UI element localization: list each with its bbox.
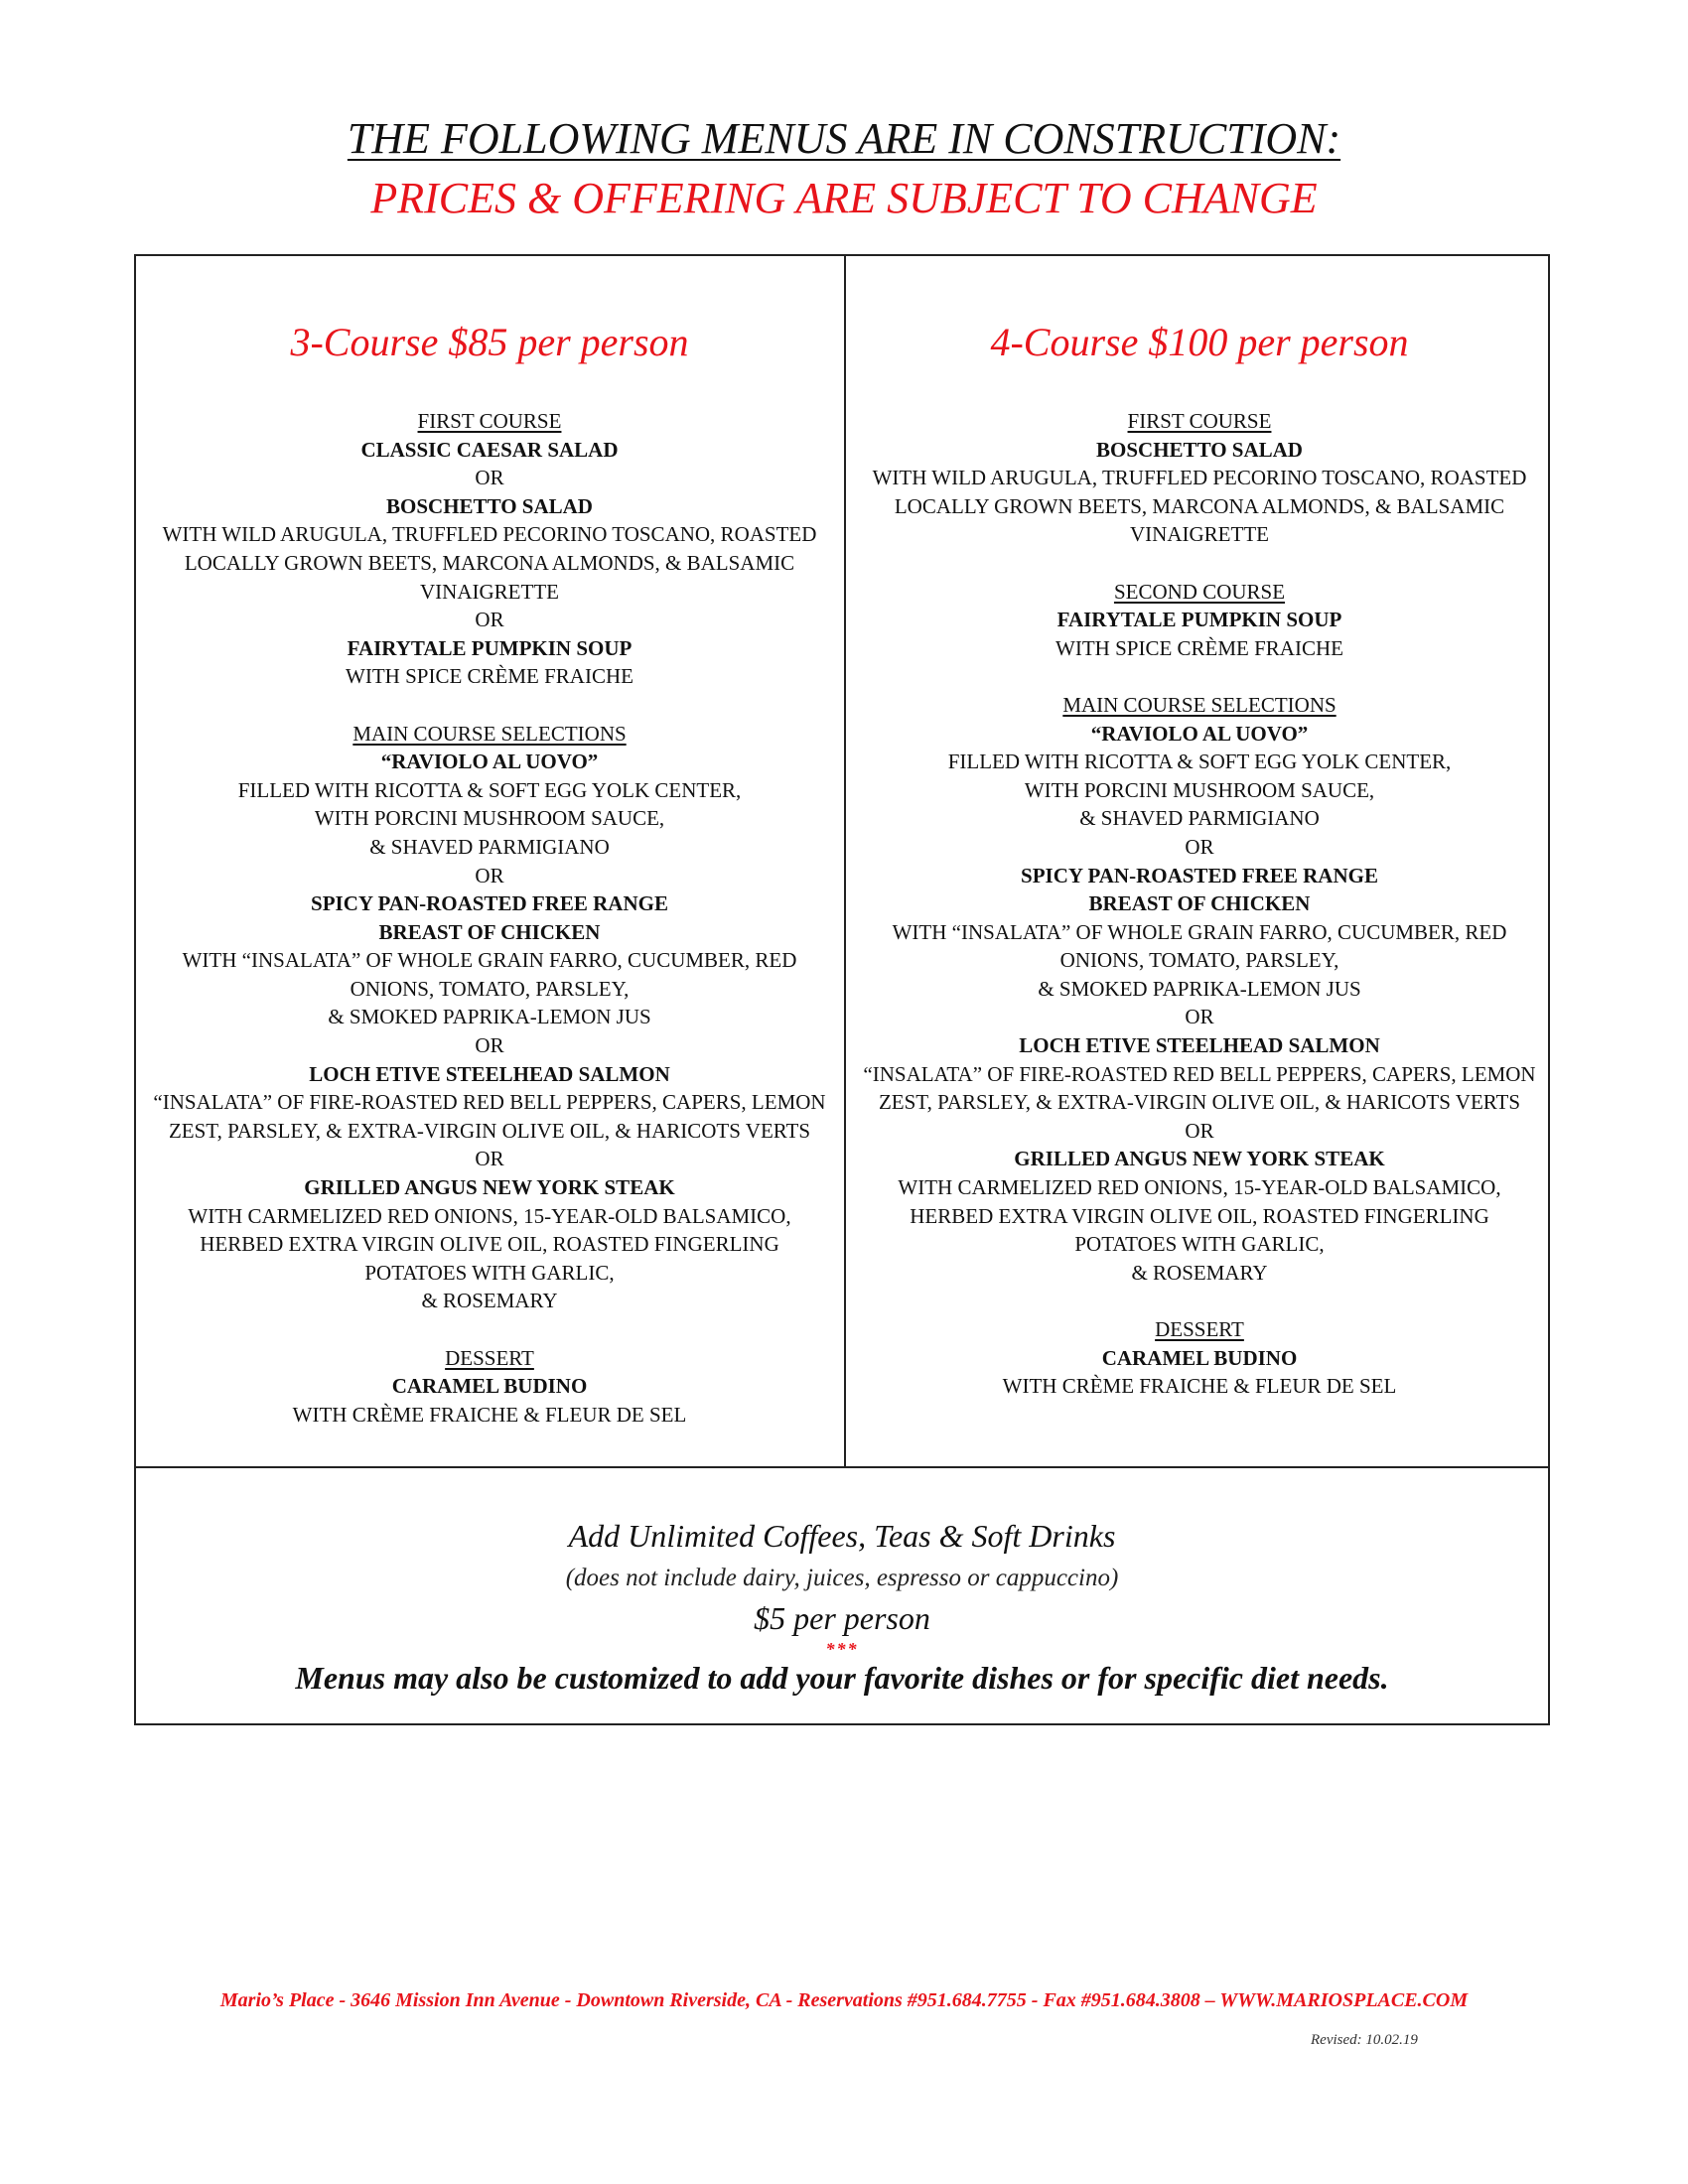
dish-description: & SMOKED PAPRIKA-LEMON JUS — [328, 1005, 651, 1029]
menu-title: 3-Course $85 per person — [290, 320, 689, 364]
section-heading: DESSERT — [445, 1345, 534, 1370]
dish-description: LOCALLY GROWN BEETS, MARCONA ALMONDS, & BALSAMIC — [184, 550, 795, 575]
section-heading: MAIN COURSE SELECTIONS — [352, 721, 627, 746]
dish-name: CLASSIC CAESAR SALAD — [360, 437, 619, 462]
section-heading: MAIN COURSE SELECTIONS — [1062, 692, 1336, 717]
dish-description: WITH CRÈME FRAICHE & FLEUR DE SEL — [292, 1402, 687, 1427]
menu-spacer — [846, 549, 1553, 578]
section-heading: DESSERT — [1155, 1317, 1244, 1341]
dish-description: & SHAVED PARMIGIANO — [1079, 806, 1320, 831]
menu-body — [846, 407, 1553, 1401]
dish-name: GRILLED ANGUS NEW YORK STEAK — [304, 1175, 675, 1200]
dish-description: WITH CARMELIZED RED ONIONS, 15-YEAR-OLD BALSAMICO, — [188, 1203, 791, 1228]
section-heading: FIRST COURSE — [1127, 409, 1272, 433]
dish-name: “RAVIOLO AL UOVO” — [1090, 721, 1309, 746]
dish-description: “INSALATA” OF FIRE-ROASTED RED BELL PEPPERS, CAPERS, LEMON — [153, 1090, 826, 1115]
dish-description: VINAIGRETTE — [420, 579, 559, 604]
addon-title: Add Unlimited Coffees, Teas & Soft Drinks — [568, 1518, 1116, 1554]
dish-name: GRILLED ANGUS NEW YORK STEAK — [1014, 1147, 1385, 1171]
dish-description: WITH PORCINI MUSHROOM SAUCE, — [1024, 777, 1375, 802]
dish-description: OR — [475, 608, 504, 632]
dish-description: LOCALLY GROWN BEETS, MARCONA ALMONDS, & BALSAMIC — [894, 493, 1505, 518]
dish-name: FAIRYTALE PUMPKIN SOUP — [347, 635, 633, 660]
dish-description: OR — [475, 466, 504, 490]
dish-description: ONIONS, TOMATO, PARSLEY, — [1059, 948, 1339, 973]
dish-description: FILLED WITH RICOTTA & SOFT EGG YOLK CENTER, — [947, 750, 1452, 774]
dish-description: OR — [1185, 834, 1214, 859]
dish-name: SPICY PAN-ROASTED FREE RANGE — [311, 891, 668, 916]
contact-footer: Mario’s Place - 3646 Mission Inn Avenue - Downtown Riverside, CA - Reservations #951.684.7755 - Fax #951.684.3808 – WWW.MARIOSPLACE.COM — [219, 1989, 1469, 2011]
dish-description: WITH CRÈME FRAICHE & FLEUR DE SEL — [1002, 1374, 1397, 1399]
dish-description: & SMOKED PAPRIKA-LEMON JUS — [1038, 976, 1361, 1001]
dish-description: OR — [1185, 1005, 1214, 1029]
dish-description: WITH PORCINI MUSHROOM SAUCE, — [314, 806, 665, 831]
dish-description: WITH “INSALATA” OF WHOLE GRAIN FARRO, CUCUMBER, RED — [182, 948, 797, 973]
dish-description: WITH SPICE CRÈME FRAICHE — [346, 664, 633, 689]
dish-description: FILLED WITH RICOTTA & SOFT EGG YOLK CENTER, — [237, 777, 742, 802]
dish-description: “INSALATA” OF FIRE-ROASTED RED BELL PEPPERS, CAPERS, LEMON — [863, 1061, 1536, 1086]
dish-name: BOSCHETTO SALAD — [386, 493, 593, 518]
menu-title: 4-Course $100 per person — [990, 320, 1409, 364]
dish-description: POTATOES WITH GARLIC, — [1074, 1232, 1325, 1257]
menu-spacer — [136, 691, 843, 720]
dish-description: ONIONS, TOMATO, PARSLEY, — [350, 976, 630, 1001]
dish-description: OR — [475, 1147, 504, 1171]
dish-description: & ROSEMARY — [1131, 1260, 1268, 1285]
dish-description: WITH WILD ARUGULA, TRUFFLED PECORINO TOSCANO, ROASTED — [872, 466, 1527, 490]
dish-description: WITH WILD ARUGULA, TRUFFLED PECORINO TOSCANO, ROASTED — [162, 522, 817, 547]
dish-description: OR — [475, 1033, 504, 1058]
revised-date: Revised: 10.02.19 — [1311, 2032, 1418, 2048]
dish-description: & SHAVED PARMIGIANO — [369, 834, 610, 859]
dish-name: LOCH ETIVE STEELHEAD SALMON — [309, 1061, 670, 1086]
menu-column-3-course — [136, 256, 843, 1429]
customize-note: Menus may also be customized to add your favorite dishes or for specific diet needs. — [295, 1660, 1389, 1696]
dish-description: POTATOES WITH GARLIC, — [364, 1260, 615, 1285]
dish-description: OR — [1185, 1118, 1214, 1143]
menu-spacer — [846, 662, 1553, 691]
dish-name: “RAVIOLO AL UOVO” — [380, 750, 599, 774]
dish-name: BOSCHETTO SALAD — [1096, 437, 1303, 462]
menu-spacer — [136, 1315, 843, 1344]
menu-body — [136, 407, 843, 1429]
menu-spacer — [846, 1287, 1553, 1315]
dish-name: SPICY PAN-ROASTED FREE RANGE — [1021, 863, 1378, 887]
dish-description: WITH SPICE CRÈME FRAICHE — [1055, 635, 1343, 660]
dish-description: OR — [475, 863, 504, 887]
dish-description: ZEST, PARSLEY, & EXTRA-VIRGIN OLIVE OIL, & HARICOTS VERTS — [168, 1118, 811, 1143]
addon-section — [136, 1468, 1548, 1725]
dish-description: ZEST, PARSLEY, & EXTRA-VIRGIN OLIVE OIL, & HARICOTS VERTS — [878, 1090, 1521, 1115]
subject-to-change-heading: PRICES & OFFERING ARE SUBJECT TO CHANGE — [370, 174, 1318, 222]
dish-name: CARAMEL BUDINO — [391, 1374, 588, 1399]
addon-stars: *** — [825, 1639, 859, 1659]
addon-note: (does not include dairy, juices, espresso or cappuccino) — [565, 1565, 1119, 1591]
dish-name: LOCH ETIVE STEELHEAD SALMON — [1019, 1033, 1380, 1058]
dish-description: WITH CARMELIZED RED ONIONS, 15-YEAR-OLD BALSAMICO, — [898, 1175, 1501, 1200]
section-heading: SECOND COURSE — [1113, 579, 1286, 604]
section-heading: FIRST COURSE — [417, 409, 562, 433]
construction-heading: THE FOLLOWING MENUS ARE IN CONSTRUCTION: — [347, 114, 1341, 163]
dish-name: CARAMEL BUDINO — [1101, 1345, 1298, 1370]
dish-name: FAIRYTALE PUMPKIN SOUP — [1056, 608, 1342, 632]
dish-description: WITH “INSALATA” OF WHOLE GRAIN FARRO, CUCUMBER, RED — [892, 919, 1507, 944]
dish-description: HERBED EXTRA VIRGIN OLIVE OIL, ROASTED FINGERLING — [200, 1232, 779, 1257]
dish-name: BREAST OF CHICKEN — [1088, 891, 1311, 916]
dish-description: VINAIGRETTE — [1130, 522, 1269, 547]
dish-description: HERBED EXTRA VIRGIN OLIVE OIL, ROASTED FINGERLING — [910, 1203, 1489, 1228]
addon-price: $5 per person — [754, 1600, 930, 1636]
menu-column-4-course — [846, 256, 1553, 1401]
dish-description: & ROSEMARY — [421, 1289, 558, 1313]
menu-box — [134, 254, 1550, 1725]
dish-name: BREAST OF CHICKEN — [378, 919, 601, 944]
